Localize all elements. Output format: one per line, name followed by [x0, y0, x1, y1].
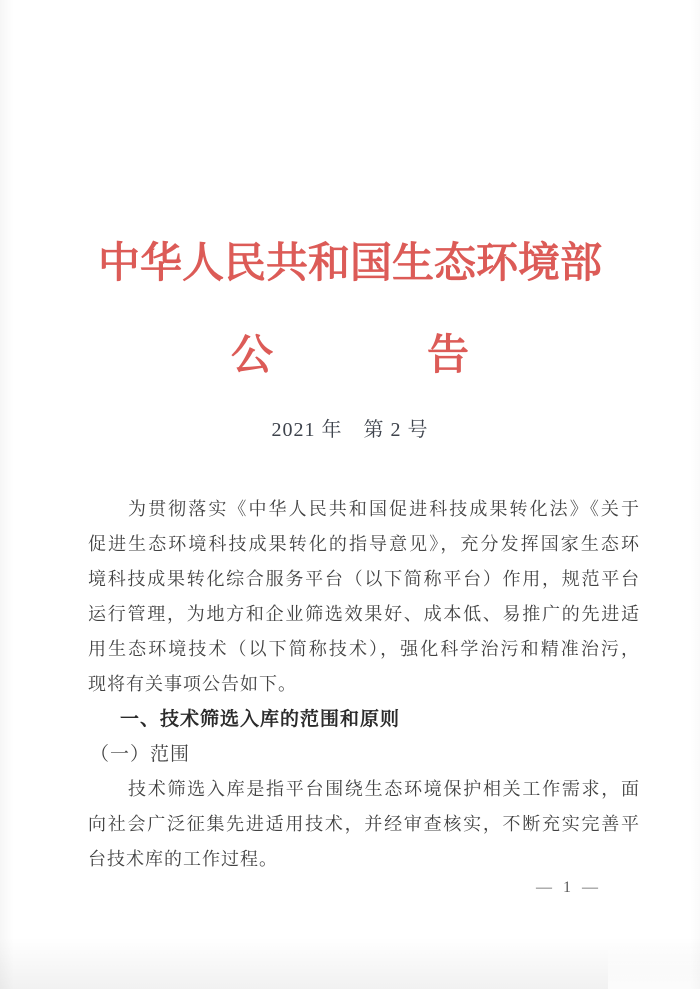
body-line: 现将有关事项公告如下。: [88, 674, 297, 694]
announcement-title: [0, 326, 700, 386]
announcement-title-char: 公: [230, 333, 273, 379]
issue-number: 2021 年 第 2 号: [271, 419, 429, 441]
body-line: 台技术库的工作过程。: [88, 849, 278, 869]
document-body: [88, 492, 640, 877]
document-title: 中华人民共和国生态环境部: [97, 241, 602, 287]
page-number: — 1 —: [536, 879, 600, 896]
scan-shadow: [0, 937, 700, 989]
subsection-heading: （一）范围: [90, 744, 191, 765]
body-line: 为贯彻落实《中华人民共和国促进科技成果转化法》《关于: [128, 499, 640, 519]
scan-shadow-corner: [608, 937, 700, 989]
announcement-title-char: 告: [427, 333, 470, 379]
body-line: 运行管理，为地方和企业筛选效果好、成本低、易推广的先进适: [88, 604, 640, 624]
section-heading: 一、技术筛选入库的范围和原则: [120, 709, 401, 730]
body-line: 技术筛选入库是指平台围绕生态环境保护相关工作需求，面: [128, 779, 640, 799]
body-line: 向社会广泛征集先进适用技术，并经审查核实，不断充实完善平: [88, 814, 640, 834]
body-line: 境科技成果转化综合服务平台（以下简称平台）作用，规范平台: [88, 569, 640, 589]
body-line: 用生态环境技术（以下简称技术），强化科学治污和精准治污，: [88, 639, 640, 659]
body-line: 促进生态环境科技成果转化的指导意见》，充分发挥国家生态环: [88, 534, 640, 554]
